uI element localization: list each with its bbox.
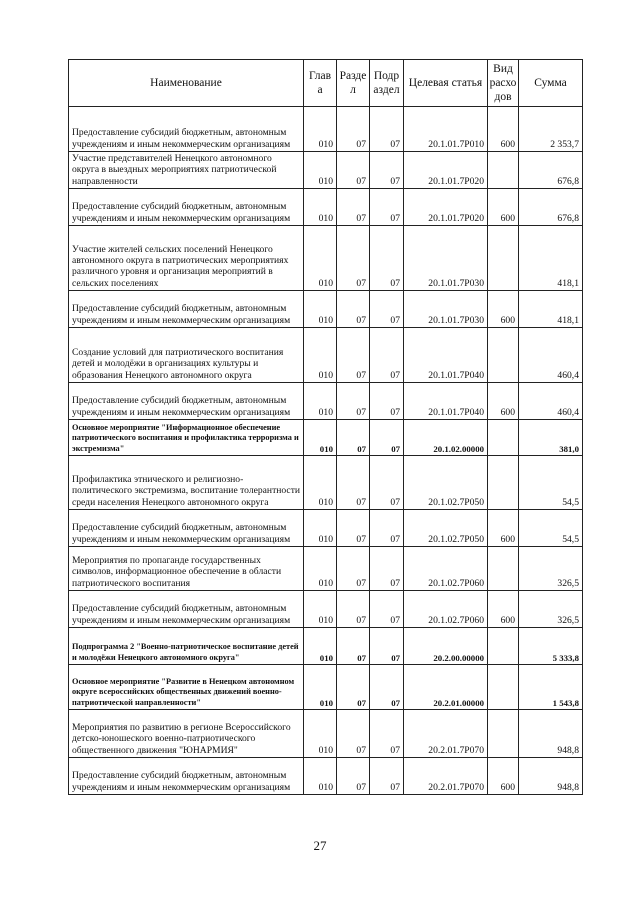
cell-podrazdel: 07 — [370, 107, 404, 152]
cell-vid: 600 — [488, 591, 519, 628]
cell-razdel: 07 — [337, 328, 370, 383]
cell-target: 20.1.01.7Р020 — [404, 189, 488, 226]
cell-name: Предоставление субсидий бюджетным, автономным учреждениям и иным некоммерческим организациям — [69, 189, 304, 226]
cell-target: 20.2.01.00000 — [404, 665, 488, 710]
cell-glava: 010 — [304, 456, 337, 510]
cell-target: 20.2.01.7Р070 — [404, 758, 488, 795]
table-row — [69, 591, 583, 628]
cell-glava: 010 — [304, 383, 337, 420]
cell-sum: 326,5 — [519, 591, 583, 628]
header-podrazdel: Подр аздел — [370, 60, 404, 107]
cell-target: 20.1.02.7Р050 — [404, 456, 488, 510]
cell-name: Участие представителей Ненецкого автономного округа в выездных мероприятиях патриотической направленности — [69, 152, 304, 189]
cell-glava: 010 — [304, 758, 337, 795]
table-row — [69, 758, 583, 795]
cell-sum: 948,8 — [519, 758, 583, 795]
table-header — [69, 60, 583, 107]
cell-target: 20.2.00.00000 — [404, 628, 488, 665]
cell-name: Основное мероприятие "Развитие в Ненецком автономном округе всероссийских общественных движений военно-патриотической направленности" — [69, 665, 304, 710]
cell-target: 20.2.01.7Р070 — [404, 710, 488, 758]
cell-razdel: 07 — [337, 291, 370, 328]
cell-podrazdel: 07 — [370, 628, 404, 665]
header-sum: Сумма — [519, 60, 583, 107]
cell-vid: 600 — [488, 383, 519, 420]
cell-name: Создание условий для патриотического воспитания детей и молодёжи в организациях культуры и образования Ненецкого автономного округа — [69, 328, 304, 383]
cell-vid — [488, 628, 519, 665]
cell-glava: 010 — [304, 152, 337, 189]
cell-name: Мероприятия по развитию в регионе Всероссийского детско-юношеского военно-патриотического общественного движения "ЮНАРМИЯ" — [69, 710, 304, 758]
cell-podrazdel: 07 — [370, 547, 404, 591]
cell-sum: 326,5 — [519, 547, 583, 591]
cell-razdel: 07 — [337, 758, 370, 795]
cell-name: Мероприятия по пропаганде государственных символов, информационное обеспечение в области патриотического воспитания — [69, 547, 304, 591]
cell-razdel: 07 — [337, 456, 370, 510]
cell-vid — [488, 456, 519, 510]
cell-sum: 676,8 — [519, 189, 583, 226]
cell-glava: 010 — [304, 189, 337, 226]
cell-sum: 948,8 — [519, 710, 583, 758]
cell-target: 20.1.02.7Р060 — [404, 591, 488, 628]
cell-podrazdel: 07 — [370, 591, 404, 628]
cell-name: Подпрограмма 2 "Военно-патриотическое воспитание детей и молодёжи Ненецкого автономного округа" — [69, 628, 304, 665]
cell-razdel: 07 — [337, 591, 370, 628]
cell-podrazdel: 07 — [370, 291, 404, 328]
table-row — [69, 383, 583, 420]
cell-razdel: 07 — [337, 107, 370, 152]
cell-vid — [488, 328, 519, 383]
cell-razdel: 07 — [337, 547, 370, 591]
cell-podrazdel: 07 — [370, 383, 404, 420]
cell-name: Предоставление субсидий бюджетным, автономным учреждениям и иным некоммерческим организациям — [69, 383, 304, 420]
page-number: 27 — [313, 838, 327, 853]
cell-target: 20.1.02.7Р050 — [404, 510, 488, 547]
cell-vid: 600 — [488, 107, 519, 152]
table-row — [69, 328, 583, 383]
cell-glava: 010 — [304, 226, 337, 291]
cell-glava: 010 — [304, 510, 337, 547]
cell-podrazdel: 07 — [370, 456, 404, 510]
cell-target: 20.1.01.7Р030 — [404, 226, 488, 291]
cell-sum: 418,1 — [519, 226, 583, 291]
cell-sum: 1 543,8 — [519, 665, 583, 710]
table-row — [69, 710, 583, 758]
cell-vid — [488, 665, 519, 710]
table-row — [69, 547, 583, 591]
cell-vid — [488, 710, 519, 758]
cell-glava: 010 — [304, 547, 337, 591]
cell-razdel: 07 — [337, 665, 370, 710]
cell-name: Предоставление субсидий бюджетным, автономным учреждениям и иным некоммерческим организациям — [69, 510, 304, 547]
cell-vid — [488, 547, 519, 591]
header-name: Наименование — [69, 60, 304, 107]
cell-podrazdel: 07 — [370, 665, 404, 710]
cell-name: Предоставление субсидий бюджетным, автономным учреждениям и иным некоммерческим организациям — [69, 591, 304, 628]
table-row — [69, 510, 583, 547]
cell-sum: 460,4 — [519, 328, 583, 383]
cell-razdel: 07 — [337, 628, 370, 665]
cell-glava: 010 — [304, 291, 337, 328]
cell-razdel: 07 — [337, 710, 370, 758]
header-glava: Глав а — [304, 60, 337, 107]
cell-name: Предоставление субсидий бюджетным, автономным учреждениям и иным некоммерческим организациям — [69, 291, 304, 328]
table-row — [69, 226, 583, 291]
cell-podrazdel: 07 — [370, 710, 404, 758]
table-row — [69, 189, 583, 226]
cell-razdel: 07 — [337, 152, 370, 189]
table-row — [69, 456, 583, 510]
cell-razdel: 07 — [337, 226, 370, 291]
table-row — [69, 291, 583, 328]
cell-glava: 010 — [304, 591, 337, 628]
cell-sum: 5 333,8 — [519, 628, 583, 665]
cell-podrazdel: 07 — [370, 758, 404, 795]
cell-glava: 010 — [304, 710, 337, 758]
cell-name: Предоставление субсидий бюджетным, автономным учреждениям и иным некоммерческим организациям — [69, 107, 304, 152]
table-row — [69, 152, 583, 189]
cell-name: Основное мероприятие "Информационное обеспечение патриотического воспитания и профилактика терроризма и экстремизма" — [69, 420, 304, 456]
table-row — [69, 628, 583, 665]
table-row — [69, 107, 583, 152]
cell-vid — [488, 152, 519, 189]
cell-sum: 2 353,7 — [519, 107, 583, 152]
cell-target: 20.1.01.7Р030 — [404, 291, 488, 328]
table-row — [69, 665, 583, 710]
budget-table — [68, 59, 583, 795]
cell-vid: 600 — [488, 758, 519, 795]
cell-target: 20.1.02.7Р060 — [404, 547, 488, 591]
cell-sum: 54,5 — [519, 510, 583, 547]
cell-sum: 676,8 — [519, 152, 583, 189]
cell-vid — [488, 226, 519, 291]
cell-razdel: 07 — [337, 420, 370, 456]
cell-vid — [488, 420, 519, 456]
cell-glava: 010 — [304, 628, 337, 665]
cell-podrazdel: 07 — [370, 328, 404, 383]
cell-razdel: 07 — [337, 383, 370, 420]
cell-vid: 600 — [488, 291, 519, 328]
header-target: Целевая статья — [404, 60, 488, 107]
cell-podrazdel: 07 — [370, 226, 404, 291]
cell-name: Участие жителей сельских поселений Ненецкого автономного округа в патриотических мероприятиях различного уровня и организация мероприятий в сельских поселениях — [69, 226, 304, 291]
cell-target: 20.1.01.7Р040 — [404, 383, 488, 420]
cell-podrazdel: 07 — [370, 510, 404, 547]
cell-target: 20.1.01.7Р010 — [404, 107, 488, 152]
cell-target: 20.1.02.00000 — [404, 420, 488, 456]
cell-target: 20.1.01.7Р040 — [404, 328, 488, 383]
cell-sum: 54,5 — [519, 456, 583, 510]
header-razdel: Разде л — [337, 60, 370, 107]
cell-sum: 381,0 — [519, 420, 583, 456]
cell-name: Предоставление субсидий бюджетным, автономным учреждениям и иным некоммерческим организациям — [69, 758, 304, 795]
cell-razdel: 07 — [337, 510, 370, 547]
cell-glava: 010 — [304, 328, 337, 383]
cell-vid: 600 — [488, 510, 519, 547]
cell-glava: 010 — [304, 665, 337, 710]
cell-sum: 460,4 — [519, 383, 583, 420]
cell-glava: 010 — [304, 107, 337, 152]
cell-target: 20.1.01.7Р020 — [404, 152, 488, 189]
cell-vid: 600 — [488, 189, 519, 226]
cell-sum: 418,1 — [519, 291, 583, 328]
cell-glava: 010 — [304, 420, 337, 456]
cell-razdel: 07 — [337, 189, 370, 226]
cell-podrazdel: 07 — [370, 189, 404, 226]
table-row — [69, 420, 583, 456]
table-body — [69, 107, 583, 795]
header-row — [69, 60, 583, 107]
cell-name: Профилактика этнического и религиозно-политического экстремизма, воспитание толерантности среди населения Ненецкого автономного округа — [69, 456, 304, 510]
cell-podrazdel: 07 — [370, 152, 404, 189]
cell-podrazdel: 07 — [370, 420, 404, 456]
header-vid: Вид расхо дов — [488, 60, 519, 107]
